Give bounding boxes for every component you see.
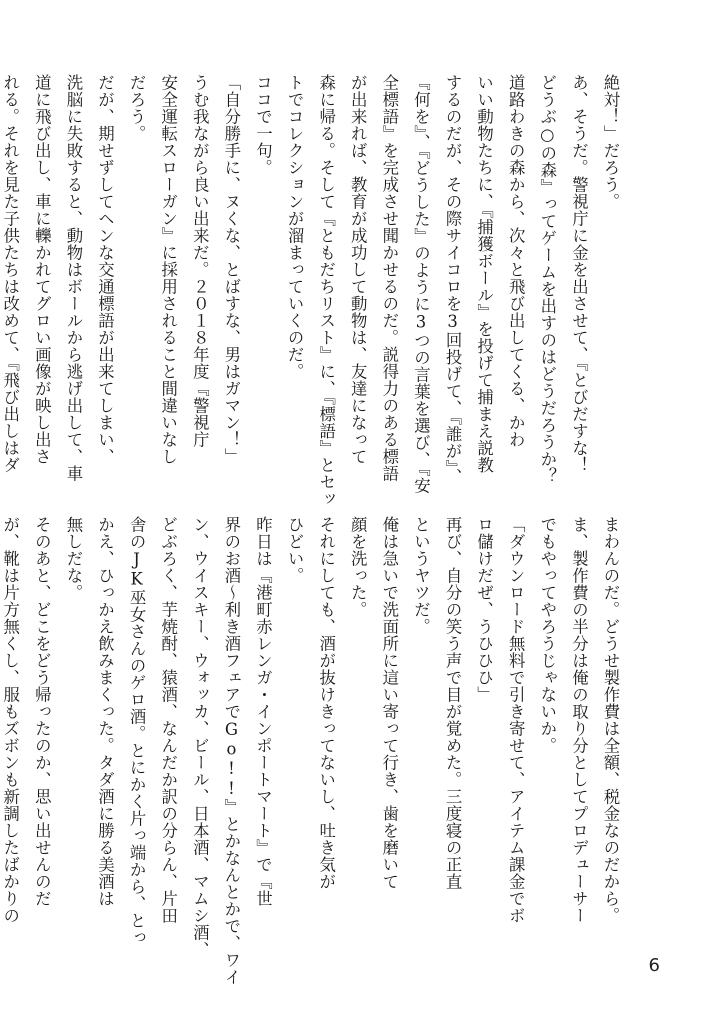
text-line: だろう。 [127, 74, 147, 142]
text-line: が、靴は片方無くし、服もズボンも新調したばかりの [0, 516, 20, 924]
text-line: それにしても、酒が抜けきってないし、吐き気が [316, 516, 336, 890]
text-line: そのあと、どこをどう帰ったのか、思い出せんのだ [32, 516, 52, 907]
text-line: かえ、ひっかえ飲みまくった。タダ酒に勝る美酒は [95, 516, 115, 907]
text-line: 森に帰る。そして『ともだちリスト』に、『標語』とセッ [316, 74, 336, 508]
text-line: まわんのだ。どうせ製作費は全額、税金なのだから。 [601, 516, 620, 924]
text-line: 「自分勝手に、ヌくな、とばすな、男はガマン！」 [221, 74, 241, 465]
text-line: するのだが、その際サイコロを3回投げて、『誰が』、 [443, 74, 463, 486]
text-line: どぶろく、芋焼酎、猿酒、なんだか訳の分らん、片田 [158, 516, 178, 924]
text-line: 洗脳に失敗すると、動物はボールから逃げ出して、車 [63, 74, 83, 482]
text-line: ひどい。 [285, 516, 305, 584]
text-line: 全標語』を完成させ聞かせるのだ。説得力のある標語 [379, 74, 399, 482]
text-line: 無しだな。 [63, 516, 83, 601]
text-line: 道路わきの森から、次々と飛び出してくる、かわ [506, 74, 526, 448]
text-line: というヤツだ。 [411, 516, 431, 635]
lower-text-block [0, 516, 626, 986]
text-line: あ、そうだ。警視庁に金を出させて、『とびだすな！ [569, 74, 589, 474]
text-line: いい動物たちに、『捕獲ボール』を投げて捕まえ説教 [474, 74, 494, 474]
text-line: ココで一句。 [253, 74, 273, 176]
text-line: でもやってやろうじゃないか。 [537, 516, 557, 754]
text-line: だが、期せずしてヘンな交通標語が出来てしまい、 [95, 74, 115, 465]
text-line: 「ダウンロード無料で引き寄せて、アイテム課金でボ [506, 516, 526, 924]
text-line: トでコレクションが溜まっていくのだ。 [285, 74, 305, 380]
text-line: 道に飛び出し、車に轢かれてグロい画像が映し出さ [32, 74, 52, 465]
text-line: ン、ウイスキー、ウォッカ、ビール、日本酒、マムシ酒、 [190, 516, 210, 958]
text-line: 『何を』、『どうした』のように3つの言葉を選び、『安 [411, 74, 431, 494]
text-line: 安全運転スローガン』に採用されること間違いなし [158, 74, 178, 465]
upper-text-block [0, 74, 626, 508]
text-line: うむ我ながら良い出来だ。２０１８年度『警視庁 [190, 74, 210, 448]
text-line: 絶対！」だろう。 [601, 74, 620, 210]
text-line: が出来れば、教育が成功して動物は、友達になって [348, 74, 368, 465]
page-number: 6 [648, 955, 660, 976]
text-line: 俺は急いで洗面所に這い寄って行き、歯を磨いて [379, 516, 399, 890]
text-line: 顔を洗った。 [348, 516, 368, 618]
text-line: 舎のJK巫女さんのゲロ酒。とにかく片っ端から、とっ [127, 516, 147, 947]
text-line: ま、製作費の半分は俺の取り分としてプロデューサー [569, 516, 589, 924]
text-line: 再び、自分の笑う声で目が覚めた。三度寝の正直 [443, 516, 463, 890]
text-line: どうぶ○の森』ってゲームを出すのはどうだろうか？ [537, 74, 557, 485]
text-line: 昨日は『港町赤レンガ・インポートマート』で『世 [253, 516, 273, 907]
text-line: れる。それを見た子供たちは改めて、『飛び出しはダ [0, 74, 20, 474]
text-line: 界のお酒～利き酒フェアでGo!!』とかなんとかで、ワイ [221, 516, 241, 986]
text-line: ロ儲けだぜ、うひひひ」 [474, 516, 494, 703]
